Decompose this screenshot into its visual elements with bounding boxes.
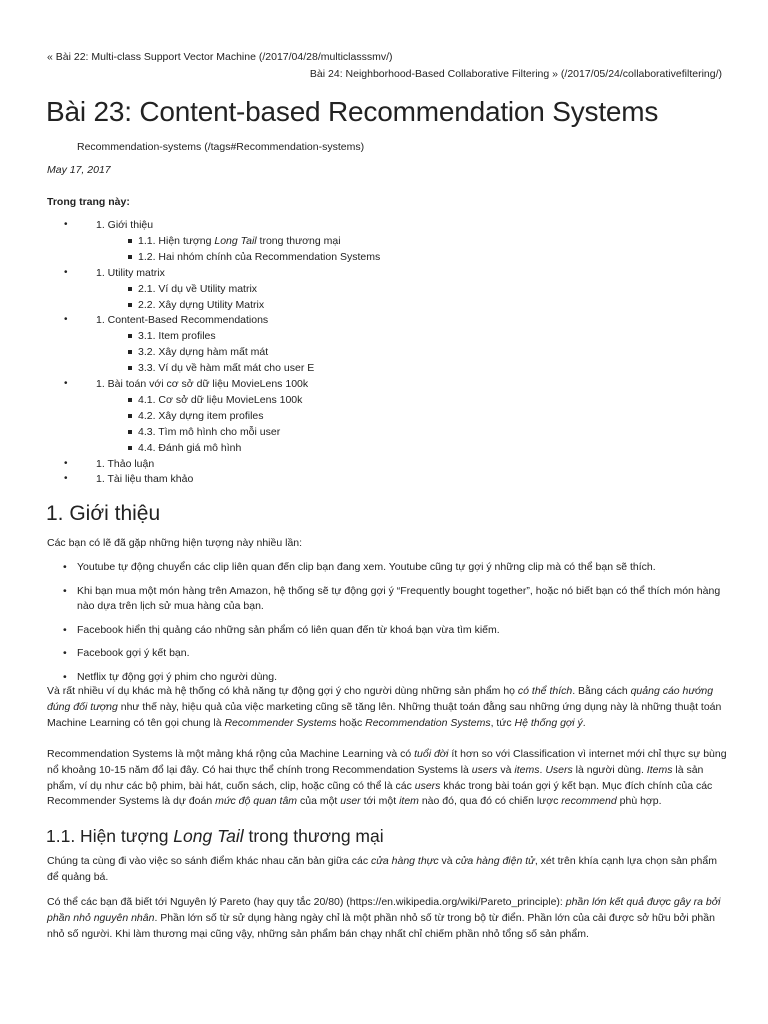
toc-item-label: 1.2. Hai nhóm chính của Recommendation Systems xyxy=(138,250,381,263)
text-run: tới một xyxy=(360,795,400,808)
text-run: và xyxy=(438,855,456,867)
emphasis-text: Users xyxy=(545,763,573,776)
list-item: • Khi bạn mua một món hàng trên Amazon, hệ thống sẽ tự động gợi ý “Frequently bought together”, hoặc nó biết bạn có thể thích món hàng nào dựa trên lịch sử mua hàng của bạn. xyxy=(47,584,727,615)
text-run: và xyxy=(497,763,515,776)
toc-item[interactable] xyxy=(138,393,302,407)
page-title: Bài 23: Content-based Recommendation Systems xyxy=(46,96,659,127)
toc-item[interactable] xyxy=(138,329,216,343)
heading-emphasis: Long Tail xyxy=(173,826,244,846)
emphasis-text: item xyxy=(399,795,419,808)
toc-item-label: 3.3. Ví dụ về hàm mất mát cho user E xyxy=(138,362,315,375)
emphasis-text: tuổi đời xyxy=(414,748,449,760)
emphasis-text: cửa hàng điện tử xyxy=(455,855,535,867)
toc-item[interactable] xyxy=(138,409,264,423)
toc-item[interactable] xyxy=(96,313,268,327)
toc-item[interactable] xyxy=(138,250,380,264)
list-item: • Netflix tự động gợi ý phim cho người dùng. xyxy=(47,670,727,686)
toc-item[interactable] xyxy=(138,345,268,359)
toc-item-label: 1. Bài toán với cơ sở dữ liệu MovieLens 100k xyxy=(96,378,309,390)
next-post-link[interactable]: Bài 24: Neighborhood-Based Collaborative Filtering » (/2017/05/24/collaborativefiltering/) xyxy=(309,68,722,80)
text-run: phù hợp. xyxy=(616,795,662,808)
toc-item-label: 1. Tài liệu tham khảo xyxy=(96,473,194,486)
emphasis-text: Hệ thống gợi ý xyxy=(514,716,583,729)
toc-item[interactable] xyxy=(138,441,241,455)
emphasis-text: recommend xyxy=(561,795,617,808)
toc-item-label: 4.1. Cơ sở dữ liệu MovieLens 100k xyxy=(138,393,303,406)
toc-item-label: 1. Utility matrix xyxy=(96,266,165,279)
list-item: • Facebook hiển thị quảng cáo những sản phẩm có liên quan đến từ khoá bạn vừa tìm kiếm. xyxy=(47,623,727,639)
toc-item[interactable] xyxy=(96,472,193,486)
toc-item-label: 4.2. Xây dựng item profiles xyxy=(138,409,264,422)
toc-item[interactable] xyxy=(96,457,154,471)
emphasis-text: users xyxy=(471,763,498,776)
toc-item-label: 4.3. Tìm mô hình cho mỗi user xyxy=(138,425,281,438)
subsection-heading-long-tail xyxy=(46,826,384,847)
text-run: ít hơn so với Classification vì internet mới chỉ thực sự bùng nổ khoảng 10-15 năm đổ lại đây. Có hai thực thể chính trong Recommendation Systems là xyxy=(47,748,727,776)
text-run: . Phần lớn số từ sử dụng hàng ngày chỉ là một phần nhỏ số từ trong bộ từ điển. Phần lớn của cải được sở hữu bởi phần nhỏ số người. Khi làm thương mại cũng vậy, những sản phẩm bán chạy nhất chỉ chiếm phần nhỏ tổng số sản phẩm. xyxy=(47,911,715,940)
list-item: • Facebook gợi ý kết bạn. xyxy=(47,646,727,662)
text-run: là người dùng. xyxy=(572,763,647,776)
toc-item[interactable] xyxy=(96,377,308,391)
toc-item[interactable] xyxy=(138,298,264,312)
toc-item-label: 4.4. Đánh giá mô hình xyxy=(138,441,242,454)
toc-item[interactable] xyxy=(96,266,165,280)
emphasis-text: Recommendation Systems xyxy=(365,716,491,729)
prev-post-link[interactable]: « Bài 22: Multi-class Support Vector Machine (/2017/04/28/multiclasssmv/) xyxy=(47,51,393,63)
toc-item-label: 2.2. Xây dựng Utility Matrix xyxy=(138,298,265,311)
emphasis-text: users xyxy=(414,779,441,792)
paragraph xyxy=(47,854,727,886)
text-run: Recommendation Systems là một mảng khá rộng của Machine Learning và có xyxy=(47,748,415,760)
toc-item-label: 1.1. Hiện tượng xyxy=(138,234,215,247)
toc-item-label: 1. Thảo luận xyxy=(96,457,155,470)
text-run: như thế này, hiệu quả của việc marketing cũng sẽ tăng lên. Những thuật toán đằng sau những ứng dụng này là những thuật toán Machine Learning có tên gọi chung là xyxy=(47,700,722,729)
toc-item-label: 2.1. Ví dụ về Utility matrix xyxy=(138,282,258,295)
section-heading-intro: 1. Giới thiệu xyxy=(46,502,161,525)
toc-item-emphasis: Long Tail xyxy=(214,234,257,247)
toc-item-label: 3.2. Xây dựng hàm mất mát xyxy=(138,346,269,359)
toc-item-label: 3.1. Item profiles xyxy=(138,330,216,343)
toc-item[interactable] xyxy=(96,218,153,232)
toc-title: Trong trang này: xyxy=(47,196,130,208)
text-run: nào đó, qua đó có chiến lược xyxy=(418,795,562,808)
intro-sentence: Các bạn có lẽ đã gặp những hiện tượng này nhiều lần: xyxy=(47,537,303,549)
toc-item[interactable] xyxy=(138,361,314,375)
text-run: hoặc xyxy=(336,716,366,729)
toc-item[interactable] xyxy=(138,425,280,439)
toc-item[interactable] xyxy=(138,282,257,296)
text-run: của một xyxy=(297,795,341,808)
text-run: . xyxy=(582,716,586,729)
toc-item-label: trong thương mại xyxy=(256,234,341,247)
text-run: , tức xyxy=(490,716,515,729)
toc-item-label: 1. Giới thiệu xyxy=(96,219,154,231)
text-run: , xét trên khía cạnh lựa chọn sản phẩm để quảng bá. xyxy=(47,855,717,883)
emphasis-text: cửa hàng thực xyxy=(370,855,439,867)
text-run: . xyxy=(539,763,546,776)
heading-text: trong thương mại xyxy=(243,826,384,846)
paragraph xyxy=(47,895,727,942)
text-run: . Bằng cách xyxy=(572,685,631,697)
text-run: Và rất nhiều ví dụ khác mà hệ thống có khả năng tự động gợi ý cho người dùng những sản phẩm họ xyxy=(47,685,518,697)
emphasis-text: phần lớn kết quả được gây ra bởi phần nhỏ nguyên nhân xyxy=(47,896,721,924)
paragraph xyxy=(47,747,727,810)
emphasis-text: user xyxy=(340,795,361,808)
toc-item[interactable] xyxy=(138,234,341,248)
text-run: Chúng ta cùng đi vào việc so sánh điểm khác nhau căn bản giữa các xyxy=(47,855,371,867)
emphasis-text: items xyxy=(514,763,540,776)
examples-list xyxy=(47,560,727,693)
text-run: là sản phẩm, ví dụ như các bộ phim, bài hát, cuốn sách, clip, hoặc cũng có thể là các xyxy=(47,763,704,792)
tag-link[interactable]: Recommendation-systems (/tags#Recommendation-systems) xyxy=(77,141,365,153)
emphasis-text: mức độ quan tâm xyxy=(215,795,298,808)
list-item: • Youtube tự động chuyển các clip liên quan đến clip bạn đang xem. Youtube cũng tự gợi ý những clip mà có thể bạn sẽ thích. xyxy=(47,560,727,576)
post-date: May 17, 2017 xyxy=(47,164,111,176)
text-run: khác trong bài toán gợi ý kết bạn. Mục đích chính của các Recommender Systems là dự đoán xyxy=(47,779,713,808)
emphasis-text: có thể thích xyxy=(517,685,573,697)
toc-item-label: 1. Content-Based Recommendations xyxy=(96,314,269,327)
emphasis-text: Recommender Systems xyxy=(224,716,337,729)
paragraph xyxy=(47,684,727,731)
emphasis-text: quảng cáo hướng đúng đối tượng xyxy=(47,685,714,713)
heading-text: 1.1. Hiện tượng xyxy=(46,826,174,846)
emphasis-text: Items xyxy=(646,763,673,776)
text-run: Có thể các bạn đã biết tới Nguyên lý Pareto (hay quy tắc 20/80) (https://en.wikipedia.org/wiki/Pareto_principle): xyxy=(47,896,566,908)
